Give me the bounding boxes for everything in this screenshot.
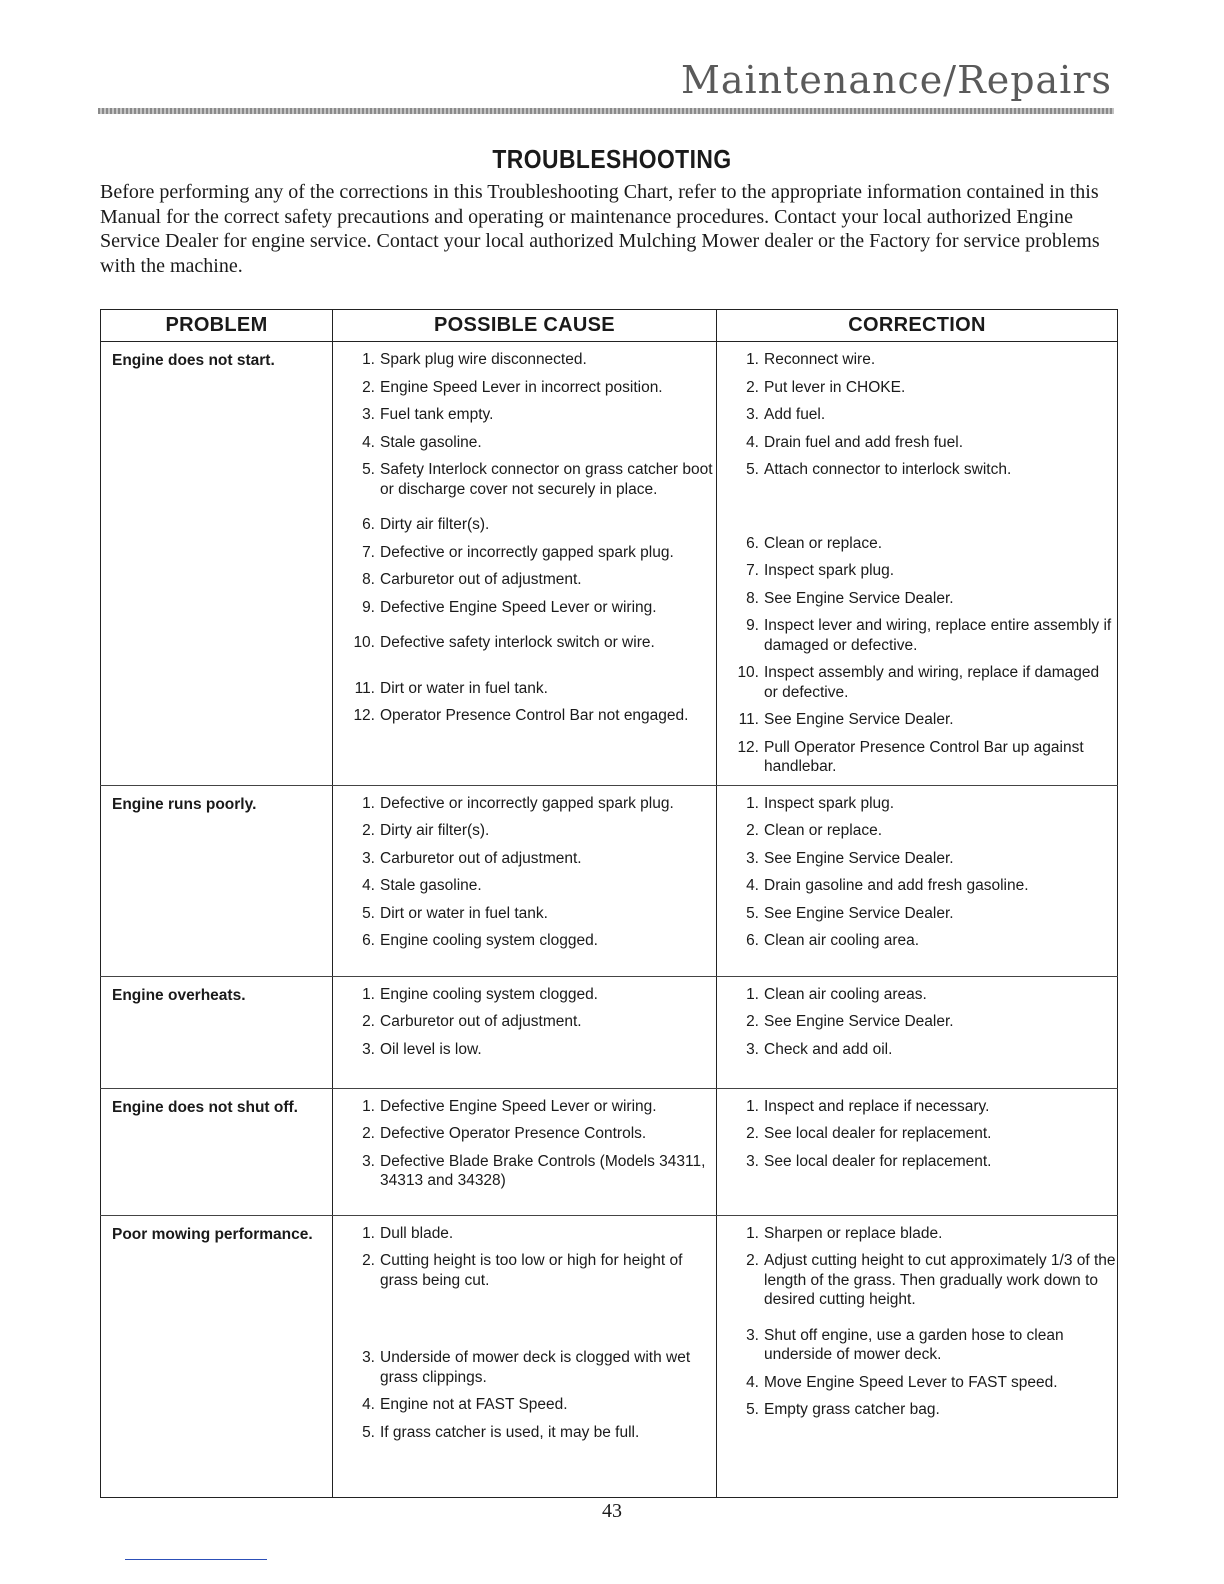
cause-item-text: Carburetor out of adjustment. [380,571,582,588]
cause-item [333,1152,716,1191]
cause-list [333,1089,716,1191]
cause-item-text: Cutting height is too low or high for height of grass being cut. [380,1252,683,1289]
cause-item-number: 5. [362,461,375,478]
cause-item [333,570,716,590]
correction-item [717,931,1117,951]
correction-cell [717,1088,1118,1215]
correction-item-number: 5. [746,1401,759,1418]
cause-item-text: Fuel tank empty. [380,406,494,423]
cause-item-number: 2. [362,1252,375,1269]
correction-item-text: Inspect lever and wiring, replace entire assembly if damaged or defective. [764,617,1112,654]
correction-item-text: Move Engine Speed Lever to FAST speed. [764,1373,1058,1391]
cause-item [333,1423,716,1443]
correction-item [717,350,1117,370]
correction-item-text: See local dealer for replacement. [764,1152,992,1170]
header-rule [98,108,1114,114]
correction-item-number: 1. [746,351,759,368]
page-header-title: Maintenance/Repairs [680,58,1112,102]
cause-item-text: Defective Operator Presence Controls. [380,1125,647,1142]
cause-item-number: 9. [362,598,375,616]
correction-item-text: Inspect spark plug. [764,562,895,579]
correction-item-number: 6. [746,932,759,949]
cause-item [333,460,716,499]
cause-item [333,378,716,398]
cause-item [333,706,716,726]
correction-item-number: 3. [746,1326,759,1344]
cause-item [333,515,716,535]
cause-item-text: Stale gasoline. [380,877,482,894]
correction-item-text: Clean air cooling area. [764,932,920,949]
correction-list [717,342,1117,777]
correction-item-text: Sharpen or replace blade. [764,1224,943,1242]
problem-label: Engine runs poorly. [112,795,257,813]
cause-item-number: 10. [353,634,375,651]
correction-item-text: Check and add oil. [764,1040,893,1058]
cause-item-number: 6. [362,932,375,949]
correction-item [717,1152,1117,1172]
problem-cell [101,785,333,976]
correction-item-number: 9. [746,617,759,634]
cause-list [333,977,716,1060]
problem-cell [101,342,333,786]
cause-item [333,405,716,425]
correction-item [717,1097,1117,1117]
correction-cell [717,785,1118,976]
correction-item [717,1040,1117,1060]
table-row [101,342,1118,786]
correction-item-text: Pull Operator Presence Control Bar up against handlebar. [764,738,1084,775]
problem-cell [101,1215,333,1497]
cause-item-text: Defective safety interlock switch or wire. [380,634,655,651]
intro-paragraph: Before performing any of the corrections in this Troubleshooting Chart, refer to the appropriate information contained in this Manual for the correct safety precautions and operating or maintenance procedures. Contact your local authorized Engine Service Dealer for engine service. Contact your local authorized Mulching Mower dealer or the Factory for service problems with the machine. [100,181,1100,277]
correction-item-text: See Engine Service Dealer. [764,1013,954,1030]
correction-item [717,821,1117,841]
problem-label: Engine does not shut off. [112,1098,298,1116]
cause-item-text: Defective Engine Speed Lever or wiring. [380,598,657,616]
cause-item-text: Dirty air filter(s). [380,516,490,533]
table-row [101,976,1118,1088]
correction-item-number: 2. [746,1252,759,1269]
correction-item-text: Clean or replace. [764,534,883,552]
correction-item-number: 2. [746,378,759,396]
cause-item-number: 2. [362,1125,375,1142]
cause-item-number: 12. [353,707,375,724]
cause-item [333,904,716,924]
cause-item-text: Engine Speed Lever in incorrect position. [380,378,663,396]
cause-item-number: 3. [362,1349,375,1366]
problem-label: Engine does not start. [112,352,275,369]
correction-item-number: 7. [746,562,759,579]
cause-item [333,433,716,453]
cause-item-number: 1. [362,794,375,812]
cause-item [333,1124,716,1144]
cause-item-text: Defective Engine Speed Lever or wiring. [380,1097,657,1115]
correction-list [717,1089,1117,1172]
correction-item-number: 8. [746,589,759,607]
correction-item-text: Clean air cooling areas. [764,985,927,1003]
correction-item [717,534,1117,554]
cause-list [333,786,716,951]
correction-item [717,589,1117,609]
correction-item [717,1400,1117,1420]
correction-item-number: 1. [746,985,759,1003]
correction-item [717,849,1117,869]
footer-rule [125,1559,267,1560]
correction-item-number: 5. [746,904,759,922]
correction-item-number: 1. [746,794,759,812]
cause-item-text: Stale gasoline. [380,433,482,451]
correction-item-text: Inspect spark plug. [764,794,895,812]
correction-item [717,405,1117,425]
cause-item-number: 2. [362,378,375,396]
correction-item [717,876,1117,896]
cause-item-text: Defective or incorrectly gapped spark plug. [380,543,674,561]
table-row [101,1215,1118,1497]
page-number: 43 [602,1500,622,1522]
correction-item-text: See Engine Service Dealer. [764,849,954,867]
cause-item-number: 1. [362,985,375,1003]
correction-item [717,985,1117,1005]
cause-list [333,1216,716,1443]
correction-item-number: 4. [746,1373,759,1391]
cause-item-text: Dirt or water in fuel tank. [380,904,548,922]
correction-item-number: 1. [746,1097,759,1115]
cause-item-text: Dull blade. [380,1224,454,1242]
correction-item-number: 2. [746,1125,759,1142]
correction-item [717,460,1117,480]
cause-item [333,1040,716,1060]
correction-item-number: 11. [738,711,759,728]
problem-cell [101,1088,333,1215]
header-correction: CORRECTION [717,310,1118,342]
cause-item-text: Underside of mower deck is clogged with wet grass clippings. [380,1349,691,1386]
cause-item-text: Defective or incorrectly gapped spark plug. [380,794,674,812]
cause-item [333,876,716,896]
correction-item-number: 2. [746,1013,759,1030]
correction-item-text: Empty grass catcher bag. [764,1401,940,1418]
correction-item-text: See Engine Service Dealer. [764,589,954,607]
correction-item-number: 2. [746,822,759,839]
cause-item-number: 3. [362,1152,375,1170]
table-row [101,785,1118,976]
header-problem: PROBLEM [101,310,333,342]
cause-item-text: Safety Interlock connector on grass catcher boot or discharge cover not securely in place. [380,461,713,498]
cause-item-text: Spark plug wire disconnected. [380,351,587,368]
correction-item [717,794,1117,814]
problem-cell [101,976,333,1088]
correction-item [717,710,1117,730]
cause-item-text: Operator Presence Control Bar not engaged. [380,707,689,724]
cause-item-text: Oil level is low. [380,1040,482,1058]
cause-item-number: 7. [362,543,375,561]
header-possible-cause: POSSIBLE CAUSE [333,310,717,342]
cause-item-number: 3. [362,849,375,867]
correction-item [717,616,1117,655]
cause-item-number: 1. [362,351,375,368]
cause-item-number: 2. [362,822,375,839]
correction-item-text: Clean or replace. [764,822,883,839]
cause-item-number: 3. [362,406,375,423]
correction-item-number: 4. [746,877,759,894]
correction-item-text: Inspect assembly and wiring, replace if damaged or defective. [764,664,1100,701]
cause-item-text: Defective Blade Brake Controls (Models 34311, 34313 and 34328) [380,1152,706,1189]
correction-item-number: 6. [746,534,759,552]
cause-item-text: Dirty air filter(s). [380,822,490,839]
cause-cell [333,342,717,786]
correction-item-text: Put lever in CHOKE. [764,378,906,396]
correction-cell [717,342,1118,786]
cause-item-text: Carburetor out of adjustment. [380,849,582,867]
cause-item-text: Dirt or water in fuel tank. [380,679,548,697]
correction-item-text: Add fuel. [764,406,826,423]
cause-item [333,1251,716,1290]
cause-item-number: 5. [362,1423,375,1441]
cause-item-number: 8. [362,571,375,588]
cause-list [333,342,716,726]
table-header-row [101,310,1118,342]
cause-item [333,1395,716,1415]
cause-item [333,1224,716,1244]
cause-item-text: Carburetor out of adjustment. [380,1013,582,1030]
cause-item-number: 3. [362,1040,375,1058]
correction-item-number: 12. [737,738,759,756]
cause-cell [333,1215,717,1497]
correction-item-number: 5. [746,461,759,478]
correction-item-text: See Engine Service Dealer. [764,904,954,922]
correction-item-text: Drain fuel and add fresh fuel. [764,433,964,451]
correction-item [717,738,1117,777]
problem-label: Poor mowing performance. [112,1225,313,1243]
cause-item [333,598,716,618]
correction-item [717,663,1117,702]
cause-item-number: 1. [362,1224,375,1242]
correction-item-number: 3. [746,406,759,423]
cause-item [333,821,716,841]
cause-item-number: 6. [362,516,375,533]
correction-item-text: Attach connector to interlock switch. [764,461,1012,478]
table-row [101,1088,1118,1215]
correction-item-text: Drain gasoline and add fresh gasoline. [764,877,1029,894]
correction-item-text: Adjust cutting height to cut approximately 1/3 of the length of the grass. Then gradually work down to desired cutting height. [764,1252,1116,1308]
cause-item-text: Engine cooling system clogged. [380,932,598,949]
cause-item-number: 1. [362,1097,375,1115]
correction-cell [717,976,1118,1088]
problem-label: Engine overheats. [112,986,246,1004]
cause-item [333,633,716,653]
cause-item-number: 2. [362,1013,375,1030]
cause-item [333,849,716,869]
correction-item-number: 3. [746,1040,759,1058]
cause-item-text: Engine not at FAST Speed. [380,1396,568,1413]
correction-item-number: 4. [746,433,759,451]
cause-item-text: If grass catcher is used, it may be full. [380,1423,640,1441]
correction-item-text: See Engine Service Dealer. [764,711,954,728]
correction-item [717,378,1117,398]
correction-item [717,1251,1117,1310]
cause-item [333,985,716,1005]
correction-list [717,977,1117,1060]
cause-item [333,1097,716,1117]
cause-cell [333,976,717,1088]
correction-item-number: 1. [746,1224,759,1242]
correction-item [717,561,1117,581]
correction-item [717,433,1117,453]
troubleshooting-table [100,309,1118,1498]
cause-item [333,794,716,814]
cause-item-number: 5. [362,904,375,922]
correction-item-text: Reconnect wire. [764,351,876,368]
section-title: TROUBLESHOOTING [492,144,732,174]
correction-item [717,904,1117,924]
correction-list [717,1216,1117,1420]
correction-item [717,1124,1117,1144]
cause-item-number: 4. [362,877,375,894]
correction-cell [717,1215,1118,1497]
cause-cell [333,1088,717,1215]
correction-item-number: 3. [746,1152,759,1170]
correction-item-number: 3. [746,849,759,867]
cause-item [333,1348,716,1387]
correction-item-text: Inspect and replace if necessary. [764,1097,990,1115]
cause-item [333,679,716,699]
correction-item [717,1012,1117,1032]
cause-item-text: Engine cooling system clogged. [380,985,598,1003]
cause-item-number: 4. [362,1396,375,1413]
correction-item-number: 10. [737,664,759,681]
correction-list [717,786,1117,951]
cause-item [333,931,716,951]
cause-item [333,350,716,370]
cause-item-number: 11. [354,679,375,697]
correction-item [717,1224,1117,1244]
cause-item-number: 4. [362,433,375,451]
cause-cell [333,785,717,976]
cause-item [333,1012,716,1032]
cause-item [333,543,716,563]
correction-item [717,1326,1117,1365]
correction-item-text: Shut off engine, use a garden hose to clean underside of mower deck. [764,1326,1064,1363]
correction-item-text: See local dealer for replacement. [764,1125,992,1142]
correction-item [717,1373,1117,1393]
